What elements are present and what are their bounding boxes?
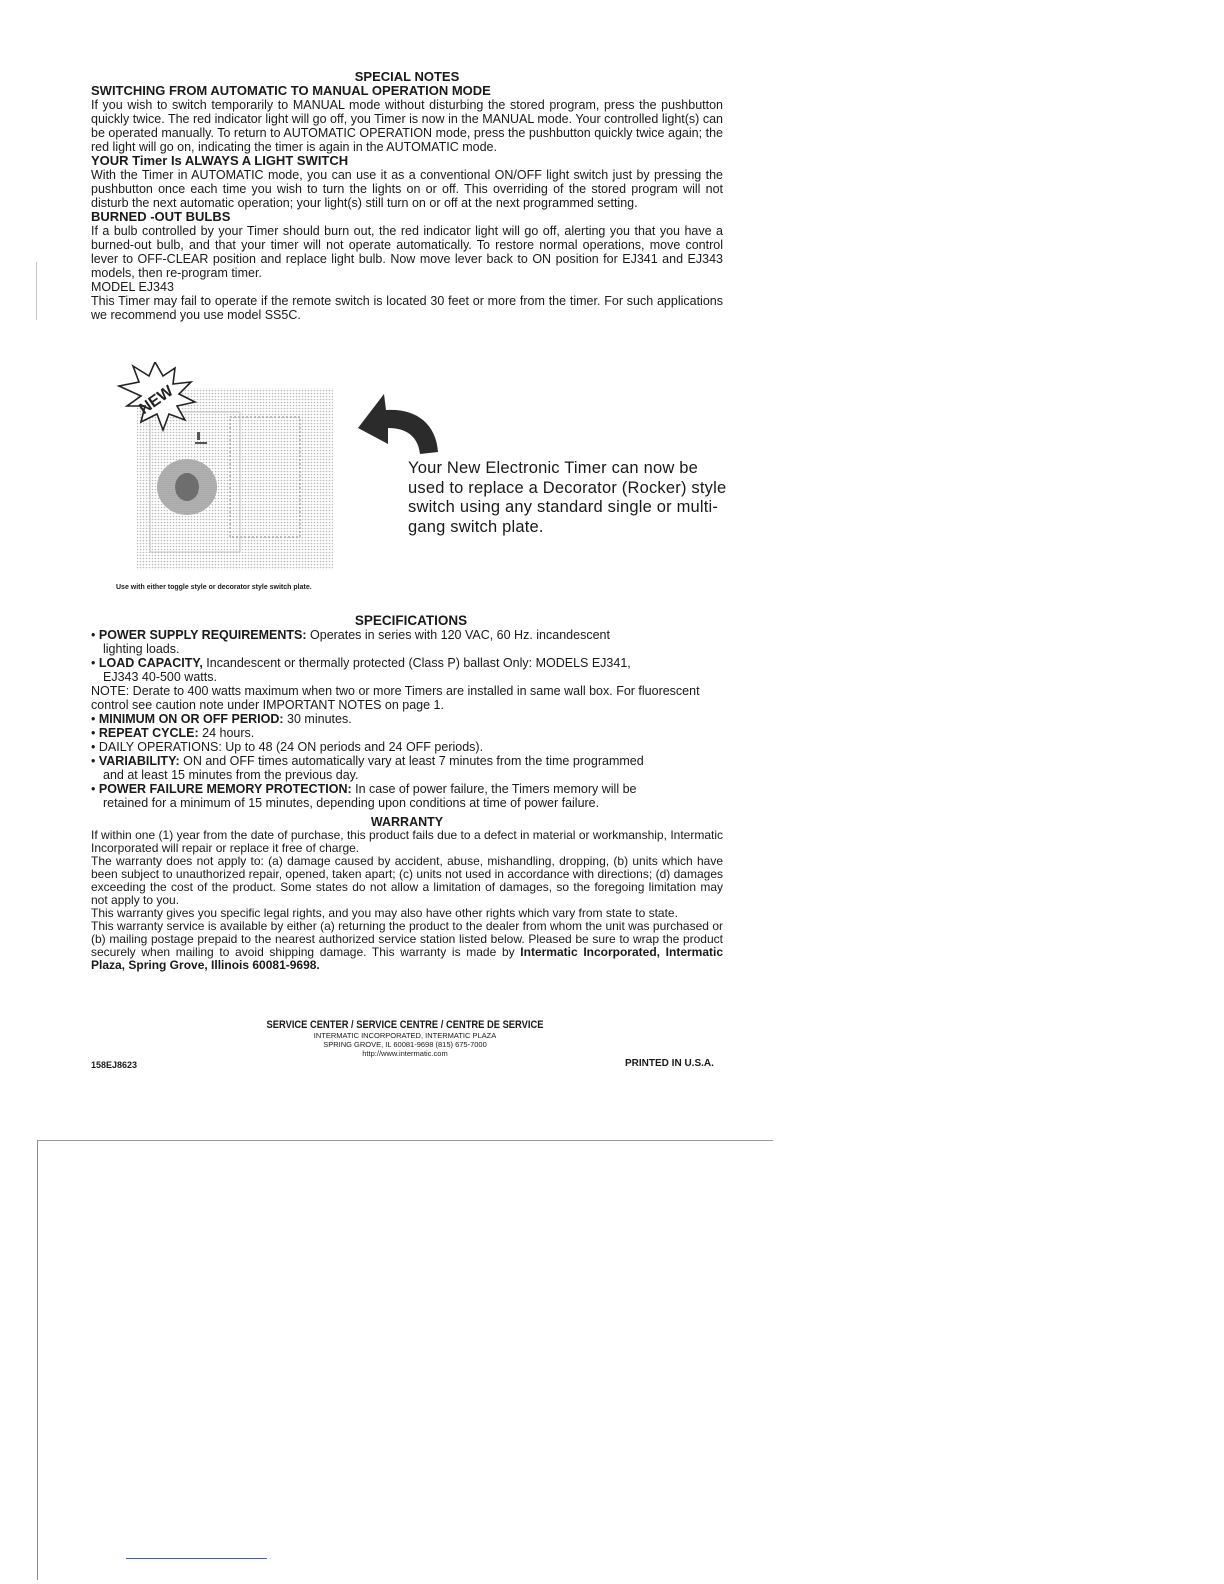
- spec-note: NOTE: Derate to 400 watts maximum when two or more Timers are installed in same wall box. For fluorescent control see caution note under IMPORTANT NOTES on page 1.: [91, 684, 700, 712]
- service-line: SPRING GROVE, IL 60081-9698 (815) 675-7000: [323, 1040, 487, 1049]
- printed-in-usa: PRINTED IN U.S.A.: [625, 1058, 714, 1069]
- spec-text: Incandescent or thermally protected (Class P) ballast Only: MODELS EJ341,: [202, 656, 631, 670]
- burned-out-bulbs-body: If a bulb controlled by your Timer should burn out, the red indicator light will go off, alerting you that you have a burned-out bulb, and that your timer will not operate automatically. To restore normal operations, move control lever to OFF-CLEAR position and replace light bulb. Now move lever back to ON position for EJ341 and EJ343 models, then re-program timer.: [91, 224, 723, 280]
- new-badge-text: NEW: [136, 382, 177, 418]
- warranty-paragraph: The warranty does not apply to: (a) damage caused by accident, abuse, mishandling, dropping, (b) units which have been subject to unauthorized repair, opened, taken apart; (c) units not used in accordance with directions; (d) damages exceeding the cost of the product. Some states do not allow a limitation of damages, so the foregoing limitation may not apply to you.: [91, 854, 723, 907]
- warranty-text: This warranty service is available by either (a) returning the product to the dealer from whom the unit was purchased or (b) mailing postage prepaid to the nearest authorized service station listed below. Pleased be sure to wrap the product securely when mailing to avoid shipping damage. This warranty is made by: [91, 919, 723, 959]
- spec-text: 30 minutes.: [283, 712, 352, 726]
- spec-label: MINIMUM ON OR OFF PERIOD:: [98, 712, 284, 726]
- spec-item: • POWER FAILURE MEMORY PROTECTION: In case of power failure, the Timers memory will be retained for a minimum of 15 minutes, depending upon conditions at time of power failure.: [91, 782, 731, 810]
- warranty-paragraph: [91, 920, 723, 972]
- service-line: INTERMATIC INCORPORATED, INTERMATIC PLAZA: [313, 1031, 497, 1040]
- spec-text: Operates in series with 120 VAC, 60 Hz. incandescent: [306, 628, 610, 642]
- special-notes-title: SPECIAL NOTES: [354, 69, 460, 84]
- spec-item: • VARIABILITY: ON and OFF times automatically vary at least 7 minutes from the time programmed and at least 15 minutes from the previous day.: [91, 754, 731, 782]
- specifications-section: [91, 614, 731, 810]
- warranty-address: Intermatic Incorporated, Intermatic Plaza, Spring Grove, Illinois 60081-9698.: [91, 945, 724, 972]
- spec-item: • LOAD CAPACITY, Incandescent or thermally protected (Class P) ballast Only: MODELS EJ341, EJ343 40-500 watts.: [91, 656, 731, 684]
- warranty-title: WARRANTY: [370, 815, 444, 829]
- curved-arrow-icon: [354, 388, 444, 460]
- spec-label: REPEAT CYCLE:: [98, 726, 199, 740]
- spec-item: • POWER SUPPLY REQUIREMENTS: Operates in series with 120 VAC, 60 Hz. incandescent lighting loads.: [91, 628, 731, 656]
- service-center-title: SERVICE CENTER / SERVICE CENTRE / CENTRE DE SERVICE: [266, 1019, 544, 1031]
- warranty-paragraph: If within one (1) year from the date of purchase, this product fails due to a defect in material or workmanship, Intermatic Incorporated will repair or replace it free of charge.: [91, 828, 723, 855]
- burned-out-bulbs-heading: BURNED -OUT BULBS: [91, 209, 231, 224]
- service-url: http://www.intermatic.com: [362, 1049, 448, 1058]
- warranty-paragraph: This warranty gives you specific legal rights, and you may also have other rights which vary from state to state.: [91, 906, 678, 920]
- spec-item: • DAILY OPERATIONS: Up to 48 (24 ON periods and 24 OFF periods).: [91, 740, 484, 754]
- spec-label: LOAD CAPACITY,: [98, 656, 203, 670]
- spec-label: POWER SUPPLY REQUIREMENTS:: [98, 628, 307, 642]
- image-caption: Use with either toggle style or decorator style switch plate.: [116, 584, 312, 591]
- spec-text: DAILY OPERATIONS: Up to 48 (24 ON periods and 24 OFF periods).: [98, 740, 484, 754]
- spec-text: ON and OFF times automatically vary at least 7 minutes from the time programmed: [179, 754, 644, 768]
- scan-edge-line: [37, 1140, 38, 1580]
- spec-text: 24 hours.: [198, 726, 255, 740]
- spec-cont: EJ343 40-500 watts.: [103, 670, 217, 684]
- light-switch-heading: YOUR Timer Is ALWAYS A LIGHT SWITCH: [91, 153, 349, 168]
- spec-cont: lighting loads.: [103, 642, 180, 656]
- spec-text: In case of power failure, the Timers memory will be: [351, 782, 637, 796]
- light-switch-body: With the Timer in AUTOMATIC mode, you can use it as a conventional ON/OFF light switch just by pressing the pushbutton once each time you wish to turn the lights on or off. This overriding of the stored program will not disturb the next automatic operation; your light(s) still turn on or off at the next programmed setting.: [91, 168, 723, 210]
- model-heading: MODEL EJ343: [91, 280, 174, 294]
- spec-label: POWER FAILURE MEMORY PROTECTION:: [98, 782, 352, 796]
- timer-product-image: [115, 362, 340, 574]
- spec-cont: retained for a minimum of 15 minutes, depending upon conditions at time of power failure.: [103, 796, 600, 810]
- specifications-title: SPECIFICATIONS: [354, 613, 468, 628]
- switching-heading: SWITCHING FROM AUTOMATIC TO MANUAL OPERATION MODE: [91, 83, 491, 98]
- spec-label: VARIABILITY:: [98, 754, 180, 768]
- promo-text: Your New Electronic Timer can now be used to replace a Decorator (Rocker) style switch using any standard single or multi-gang switch plate.: [408, 459, 727, 536]
- warranty-section: [91, 815, 723, 972]
- model-body: This Timer may fail to operate if the remote switch is located 30 feet or more from the timer. For such applications we recommend you use model SS5C.: [91, 294, 723, 322]
- service-center-block: [240, 1019, 570, 1058]
- spec-item: • MINIMUM ON OR OFF PERIOD: 30 minutes.: [91, 712, 352, 726]
- special-notes-section: [91, 70, 723, 322]
- switching-body: If you wish to switch temporarily to MANUAL mode without disturbing the stored program, press the pushbutton quickly twice. The red indicator light will go off, you Timer is now in the MANUAL mode. Your controlled light(s) can be operated manually. To return to AUTOMATIC OPERATION mode, press the pushbutton quickly twice again; the red light will go on, indicating the timer is again in the AUTOMATIC mode.: [91, 98, 723, 154]
- scan-blue-line: [126, 1558, 267, 1559]
- spec-cont: and at least 15 minutes from the previous day.: [103, 768, 359, 782]
- spec-item: • REPEAT CYCLE: 24 hours.: [91, 726, 255, 740]
- scan-margin-mark: [36, 262, 37, 320]
- scan-fold-line: [38, 1140, 773, 1141]
- part-number: 158EJ8623: [91, 1060, 138, 1070]
